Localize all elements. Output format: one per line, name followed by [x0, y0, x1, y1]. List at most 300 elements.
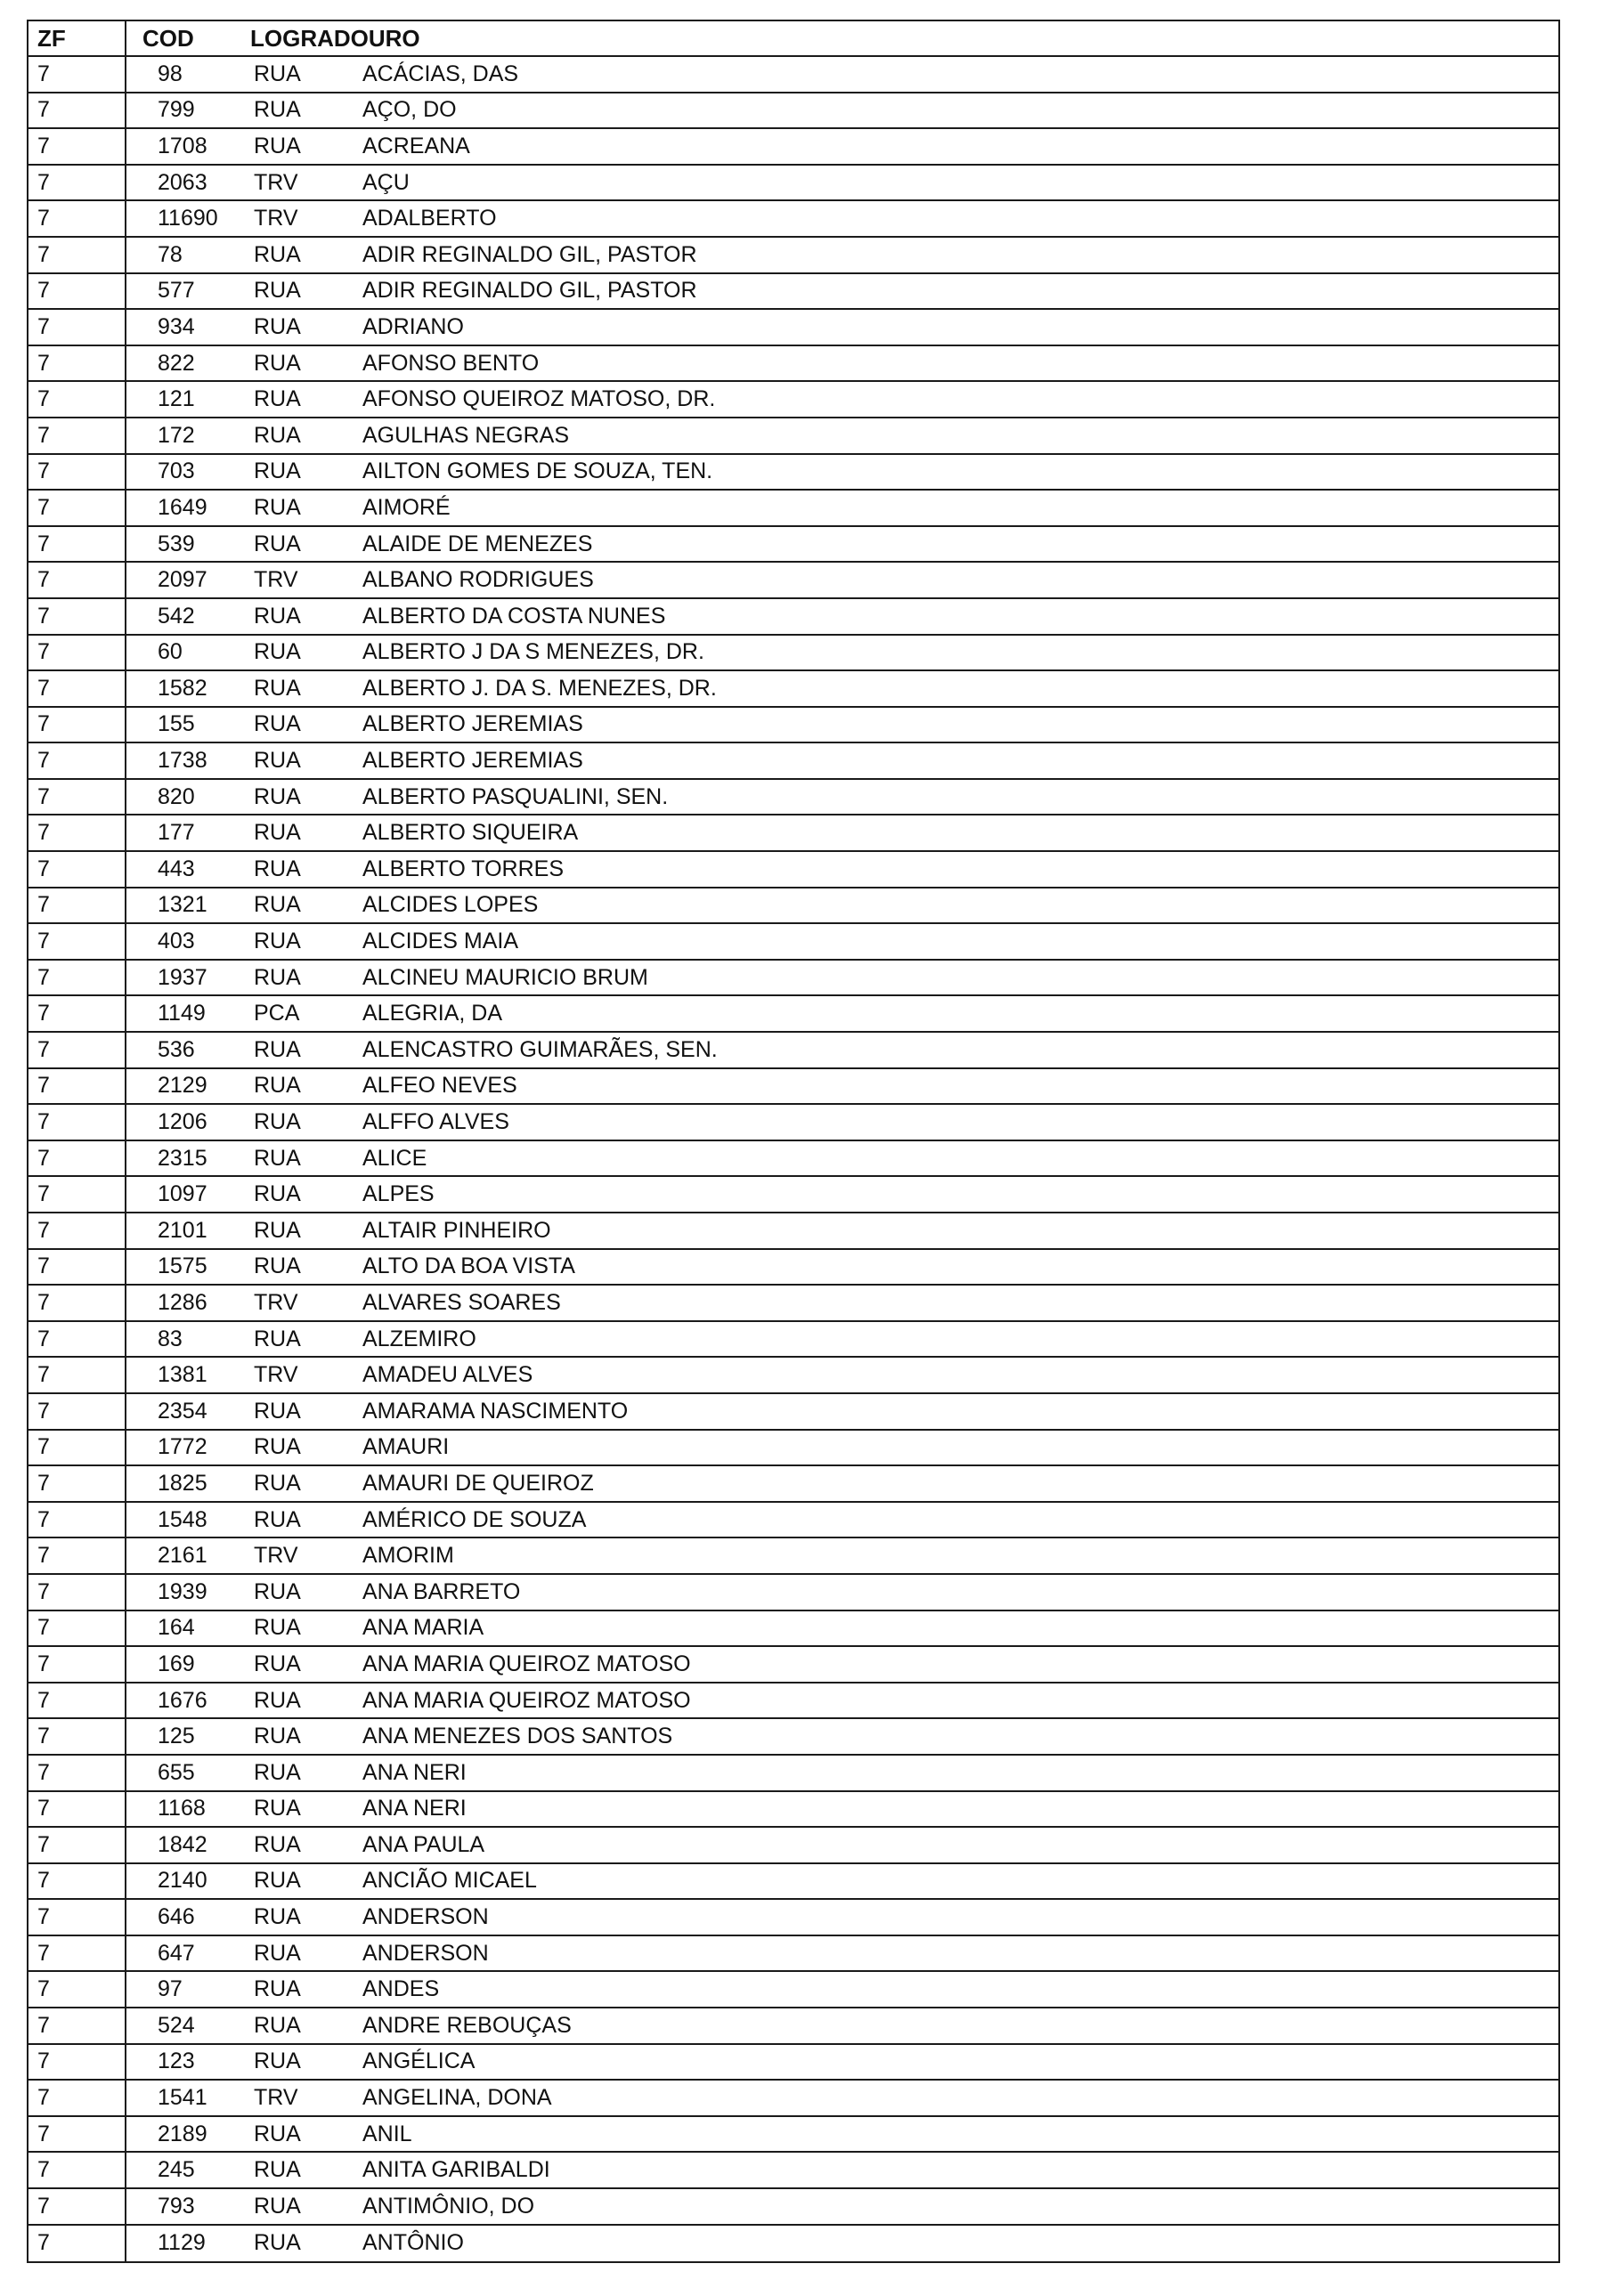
cod-cell: 2140 — [158, 1868, 207, 1894]
table-row — [28, 1503, 1558, 1539]
zf-cell: 7 — [28, 1611, 126, 1646]
cod-cell: 1708 — [158, 133, 207, 158]
logradouro-cell: ALBERTO JEREMIAS — [362, 711, 583, 737]
tipo-cell: RUA — [254, 1651, 301, 1676]
cod-cell: 2161 — [158, 1543, 207, 1569]
zf-cell: 7 — [28, 815, 126, 850]
zf-cell: 7 — [28, 2045, 126, 2080]
cod-cell: 934 — [158, 313, 195, 339]
zf-cell: 7 — [28, 166, 126, 200]
zf-cell: 7 — [28, 1286, 126, 1320]
table-row — [28, 1250, 1558, 1286]
logradouro-cell: ANA BARRETO — [362, 1578, 521, 1604]
zf-cell: 7 — [28, 2081, 126, 2115]
table-row — [28, 2153, 1558, 2189]
tipo-cell: TRV — [254, 2085, 298, 2111]
tipo-cell: RUA — [254, 1217, 301, 1243]
tipo-cell: RUA — [254, 278, 301, 304]
tipo-cell: RUA — [254, 1253, 301, 1279]
cod-cell: 169 — [158, 1651, 195, 1676]
cod-cell: 60 — [158, 639, 183, 665]
cod-cell: 793 — [158, 2193, 195, 2219]
logradouro-cell: ALVARES SOARES — [362, 1289, 561, 1315]
table-row — [28, 274, 1558, 311]
tipo-cell: TRV — [254, 1362, 298, 1388]
cod-cell: 1541 — [158, 2085, 207, 2111]
table-row — [28, 1431, 1558, 1467]
tipo-cell: TRV — [254, 1543, 298, 1569]
cod-cell: 11690 — [158, 206, 218, 231]
zf-cell: 7 — [28, 491, 126, 525]
logradouro-cell: ANGÉLICA — [362, 2049, 476, 2074]
logradouro-cell: ALAIDE DE MENEZES — [362, 531, 593, 556]
tipo-cell: RUA — [254, 1831, 301, 1857]
logradouro-cell: ANA NERI — [362, 1796, 467, 1821]
logradouro-cell: ANA PAULA — [362, 1831, 485, 1857]
tipo-cell: RUA — [254, 1434, 301, 1460]
zf-cell: 7 — [28, 1033, 126, 1067]
logradouro-cell: ANA MARIA QUEIROZ MATOSO — [362, 1687, 691, 1713]
tipo-cell: RUA — [254, 531, 301, 556]
zf-cell: 7 — [28, 1538, 126, 1573]
cod-cell: 98 — [158, 61, 183, 86]
table-row — [28, 1466, 1558, 1503]
tipo-cell: RUA — [254, 964, 301, 990]
table-row — [28, 238, 1558, 274]
logradouro-cell: ANA MENEZES DOS SANTOS — [362, 1724, 673, 1749]
logradouro-cell: ALFEO NEVES — [362, 1073, 517, 1099]
cod-cell: 123 — [158, 2049, 195, 2074]
table-row — [28, 888, 1558, 925]
cod-cell: 1842 — [158, 1831, 207, 1857]
cod-cell: 1649 — [158, 494, 207, 520]
zf-cell: 7 — [28, 1864, 126, 1899]
tipo-cell: RUA — [254, 1724, 301, 1749]
cod-cell: 83 — [158, 1326, 183, 1351]
cod-cell: 121 — [158, 386, 195, 412]
zf-cell: 7 — [28, 780, 126, 815]
zf-cell: 7 — [28, 1719, 126, 1754]
zf-cell: 7 — [28, 382, 126, 417]
logradouro-cell: ALENCASTRO GUIMARÃES, SEN. — [362, 1036, 718, 1062]
table-row — [28, 852, 1558, 888]
tipo-cell: RUA — [254, 1904, 301, 1930]
zf-cell: 7 — [28, 1213, 126, 1248]
cod-cell: 245 — [158, 2157, 195, 2183]
table-row — [28, 382, 1558, 418]
cod-cell: 1825 — [158, 1470, 207, 1496]
logradouro-cell: ANIL — [362, 2121, 412, 2146]
table-row — [28, 563, 1558, 599]
table-row — [28, 93, 1558, 130]
table-row — [28, 2008, 1558, 2045]
table-row — [28, 201, 1558, 238]
zf-cell: 7 — [28, 1069, 126, 1104]
cod-cell: 577 — [158, 278, 195, 304]
cod-cell: 524 — [158, 2012, 195, 2038]
logradouro-cell: ANA NERI — [362, 1759, 467, 1785]
logradouro-cell: ALCIDES LOPES — [362, 892, 539, 918]
logradouro-cell: ADALBERTO — [362, 206, 497, 231]
logradouro-cell: ALCINEU MAURICIO BRUM — [362, 964, 648, 990]
zf-cell: 7 — [28, 2153, 126, 2187]
logradouro-cell: AFONSO QUEIROZ MATOSO, DR. — [362, 386, 716, 412]
tipo-cell: RUA — [254, 1976, 301, 2002]
logradouro-cell: AFONSO BENTO — [362, 350, 540, 376]
table-row — [28, 1105, 1558, 1141]
tipo-cell: RUA — [254, 494, 301, 520]
table-row — [28, 671, 1558, 708]
zf-cell: 7 — [28, 1177, 126, 1212]
table-row — [28, 310, 1558, 346]
tipo-cell: RUA — [254, 603, 301, 629]
zf-cell: 7 — [28, 599, 126, 634]
cod-cell: 1097 — [158, 1181, 207, 1207]
tipo-cell: RUA — [254, 1398, 301, 1424]
cod-cell: 1149 — [158, 1001, 206, 1026]
zf-cell: 7 — [28, 2008, 126, 2043]
zf-cell: 7 — [28, 1358, 126, 1392]
zf-cell: 7 — [28, 1250, 126, 1285]
zf-cell: 7 — [28, 636, 126, 670]
cod-cell: 155 — [158, 711, 195, 737]
logradouro-cell: ANDRE REBOUÇAS — [362, 2012, 572, 2038]
zf-cell: 7 — [28, 238, 126, 272]
table-row — [28, 1683, 1558, 1720]
tipo-cell: RUA — [254, 675, 301, 701]
table-row — [28, 129, 1558, 166]
table-row — [28, 708, 1558, 744]
tipo-cell: RUA — [254, 783, 301, 809]
table-row — [28, 1358, 1558, 1394]
cod-cell: 822 — [158, 350, 195, 376]
tipo-cell: RUA — [254, 1109, 301, 1135]
cod-cell: 1168 — [158, 1796, 206, 1821]
header-zf: ZF — [28, 21, 126, 55]
table-row — [28, 2226, 1558, 2262]
tipo-cell: RUA — [254, 1145, 301, 1171]
table-row — [28, 1756, 1558, 1792]
tipo-cell: RUA — [254, 1687, 301, 1713]
zf-cell: 7 — [28, 418, 126, 453]
zf-cell: 7 — [28, 1936, 126, 1971]
tipo-cell: RUA — [254, 1615, 301, 1641]
logradouro-cell: ALICE — [362, 1145, 427, 1171]
table-row — [28, 1719, 1558, 1756]
table-row — [28, 743, 1558, 780]
zf-cell: 7 — [28, 129, 126, 164]
tipo-cell: RUA — [254, 929, 301, 954]
cod-cell: 703 — [158, 458, 195, 484]
zf-cell: 7 — [28, 924, 126, 959]
table-row — [28, 1213, 1558, 1250]
zf-cell: 7 — [28, 1683, 126, 1718]
logradouro-cell: ACREANA — [362, 133, 470, 158]
cod-cell: 1937 — [158, 964, 207, 990]
zf-cell: 7 — [28, 93, 126, 128]
tipo-cell: RUA — [254, 639, 301, 665]
cod-cell: 1575 — [158, 1253, 207, 1279]
table-row — [28, 2081, 1558, 2117]
cod-cell: 799 — [158, 97, 195, 123]
tipo-cell: RUA — [254, 386, 301, 412]
cod-cell: 2354 — [158, 1398, 207, 1424]
tipo-cell: RUA — [254, 1181, 301, 1207]
header-logradouro: LOGRADOURO — [250, 25, 420, 52]
table-row — [28, 1141, 1558, 1178]
cod-cell: 177 — [158, 820, 195, 846]
table-row — [28, 418, 1558, 455]
logradouro-cell: ANA MARIA QUEIROZ MATOSO — [362, 1651, 691, 1676]
cod-cell: 1206 — [158, 1109, 207, 1135]
logradouro-cell: ALBERTO JEREMIAS — [362, 748, 583, 774]
table-row — [28, 2189, 1558, 2226]
logradouro-cell: ALBERTO J. DA S. MENEZES, DR. — [362, 675, 717, 701]
table-row — [28, 2117, 1558, 2154]
cod-cell: 403 — [158, 929, 195, 954]
table-row — [28, 57, 1558, 93]
table-row — [28, 1177, 1558, 1213]
zf-cell: 7 — [28, 1431, 126, 1465]
table-row — [28, 1033, 1558, 1069]
zf-cell: 7 — [28, 852, 126, 887]
cod-cell: 1738 — [158, 748, 207, 774]
tipo-cell: RUA — [254, 711, 301, 737]
tipo-cell: RUA — [254, 2049, 301, 2074]
table-body — [28, 57, 1558, 2261]
cod-cell: 2129 — [158, 1073, 207, 1099]
tipo-cell: TRV — [254, 169, 298, 195]
table-row — [28, 636, 1558, 672]
zf-cell: 7 — [28, 1322, 126, 1357]
cod-cell: 1772 — [158, 1434, 207, 1460]
cod-cell: 164 — [158, 1615, 195, 1641]
table-row — [28, 961, 1558, 997]
logradouro-cell: ACÁCIAS, DAS — [362, 61, 519, 86]
table-row — [28, 1900, 1558, 1936]
cod-cell: 646 — [158, 1904, 195, 1930]
table-row — [28, 1647, 1558, 1683]
logradouro-cell: ALEGRIA, DA — [362, 1001, 502, 1026]
tipo-cell: TRV — [254, 567, 298, 593]
table-row — [28, 1936, 1558, 1973]
table-row — [28, 491, 1558, 527]
cod-cell: 1286 — [158, 1289, 207, 1315]
logradouro-cell: AMORIM — [362, 1543, 454, 1569]
logradouro-cell: ALBANO RODRIGUES — [362, 567, 594, 593]
zf-cell: 7 — [28, 961, 126, 995]
zf-cell: 7 — [28, 743, 126, 778]
header-cod: COD — [142, 25, 194, 52]
zf-cell: 7 — [28, 1756, 126, 1790]
tipo-cell: RUA — [254, 1759, 301, 1785]
tipo-cell: RUA — [254, 2012, 301, 2038]
logradouro-cell: AIMORÉ — [362, 494, 451, 520]
tipo-cell: RUA — [254, 1073, 301, 1099]
tipo-cell: RUA — [254, 2121, 301, 2146]
table-row — [28, 1972, 1558, 2008]
zf-cell: 7 — [28, 346, 126, 381]
zf-cell: 7 — [28, 2189, 126, 2224]
table-row — [28, 1394, 1558, 1431]
tipo-cell: RUA — [254, 313, 301, 339]
table-row — [28, 1611, 1558, 1648]
cod-cell: 647 — [158, 1940, 195, 1966]
table-row — [28, 527, 1558, 564]
cod-cell: 820 — [158, 783, 195, 809]
logradouro-cell: AMÉRICO DE SOUZA — [362, 1506, 587, 1532]
cod-cell: 2063 — [158, 169, 207, 195]
logradouro-cell: ALPES — [362, 1181, 435, 1207]
tipo-cell: RUA — [254, 350, 301, 376]
zf-cell: 7 — [28, 1828, 126, 1862]
zf-cell: 7 — [28, 2226, 126, 2262]
logradouro-cell: AILTON GOMES DE SOUZA, TEN. — [362, 458, 713, 484]
cod-cell: 1676 — [158, 1687, 207, 1713]
logradouro-cell: ALTO DA BOA VISTA — [362, 1253, 575, 1279]
table-row — [28, 1792, 1558, 1829]
tipo-cell: RUA — [254, 241, 301, 267]
cod-cell: 1129 — [158, 2230, 206, 2256]
tipo-cell: PCA — [254, 1001, 300, 1026]
logradouro-cell: ALCIDES MAIA — [362, 929, 519, 954]
cod-cell: 539 — [158, 531, 195, 556]
table-row — [28, 1322, 1558, 1359]
tipo-cell: RUA — [254, 856, 301, 881]
zf-cell: 7 — [28, 888, 126, 923]
table-header — [28, 21, 1558, 57]
tipo-cell: RUA — [254, 1940, 301, 1966]
tipo-cell: RUA — [254, 2193, 301, 2219]
zf-cell: 7 — [28, 1394, 126, 1429]
cod-cell: 125 — [158, 1724, 195, 1749]
table-row — [28, 166, 1558, 202]
zf-cell: 7 — [28, 671, 126, 706]
table-row — [28, 1864, 1558, 1901]
logradouro-cell: ANDES — [362, 1976, 440, 2002]
logradouro-table — [27, 20, 1560, 2263]
table-row — [28, 924, 1558, 961]
logradouro-cell: ALBERTO J DA S MENEZES, DR. — [362, 639, 704, 665]
cod-cell: 97 — [158, 1976, 183, 2002]
table-row — [28, 455, 1558, 491]
logradouro-cell: ANITA GARIBALDI — [362, 2157, 550, 2183]
table-row — [28, 815, 1558, 852]
zf-cell: 7 — [28, 563, 126, 597]
cod-cell: 1321 — [158, 892, 207, 918]
zf-cell: 7 — [28, 1647, 126, 1682]
zf-cell: 7 — [28, 1575, 126, 1610]
logradouro-cell: ALTAIR PINHEIRO — [362, 1217, 551, 1243]
tipo-cell: RUA — [254, 2230, 301, 2256]
zf-cell: 7 — [28, 996, 126, 1031]
logradouro-cell: ALZEMIRO — [362, 1326, 476, 1351]
logradouro-cell: ANTIMÔNIO, DO — [362, 2193, 535, 2219]
logradouro-cell: ANDERSON — [362, 1940, 489, 1966]
logradouro-cell: AÇU — [362, 169, 410, 195]
zf-cell: 7 — [28, 1972, 126, 2007]
tipo-cell: RUA — [254, 1036, 301, 1062]
logradouro-cell: ANA MARIA — [362, 1615, 484, 1641]
tipo-cell: RUA — [254, 1578, 301, 1604]
zf-cell: 7 — [28, 708, 126, 742]
logradouro-cell: ALBERTO SIQUEIRA — [362, 820, 579, 846]
logradouro-cell: AMAURI — [362, 1434, 450, 1460]
cod-cell: 78 — [158, 241, 183, 267]
logradouro-cell: ADIR REGINALDO GIL, PASTOR — [362, 241, 697, 267]
zf-cell: 7 — [28, 455, 126, 490]
tipo-cell: RUA — [254, 820, 301, 846]
zf-cell: 7 — [28, 1105, 126, 1140]
tipo-cell: RUA — [254, 133, 301, 158]
logradouro-cell: ANGELINA, DONA — [362, 2085, 552, 2111]
tipo-cell: TRV — [254, 1289, 298, 1315]
cod-cell: 1939 — [158, 1578, 207, 1604]
table-row — [28, 1575, 1558, 1611]
zf-cell: 7 — [28, 57, 126, 92]
tipo-cell: RUA — [254, 422, 301, 448]
zf-cell: 7 — [28, 527, 126, 562]
logradouro-cell: ALBERTO TORRES — [362, 856, 565, 881]
logradouro-cell: ADRIANO — [362, 313, 464, 339]
cod-cell: 2097 — [158, 567, 207, 593]
table-row — [28, 599, 1558, 636]
logradouro-cell: ANTÔNIO — [362, 2230, 464, 2256]
cod-cell: 2315 — [158, 1145, 207, 1171]
logradouro-cell: ADIR REGINALDO GIL, PASTOR — [362, 278, 697, 304]
logradouro-cell: AÇO, DO — [362, 97, 457, 123]
cod-cell: 2101 — [158, 1217, 207, 1243]
cod-cell: 1582 — [158, 675, 207, 701]
tipo-cell: RUA — [254, 1868, 301, 1894]
zf-cell: 7 — [28, 2117, 126, 2152]
zf-cell: 7 — [28, 274, 126, 309]
tipo-cell: RUA — [254, 1796, 301, 1821]
logradouro-cell: ANDERSON — [362, 1904, 489, 1930]
cod-cell: 542 — [158, 603, 195, 629]
table-row — [28, 1286, 1558, 1322]
tipo-cell: TRV — [254, 206, 298, 231]
zf-cell: 7 — [28, 1503, 126, 1537]
cod-cell: 1548 — [158, 1506, 207, 1532]
zf-cell: 7 — [28, 1792, 126, 1827]
logradouro-cell: AMAURI DE QUEIROZ — [362, 1470, 594, 1496]
tipo-cell: RUA — [254, 892, 301, 918]
logradouro-cell: AMADEU ALVES — [362, 1362, 533, 1388]
tipo-cell: RUA — [254, 2157, 301, 2183]
zf-cell: 7 — [28, 1141, 126, 1176]
cod-cell: 1381 — [158, 1362, 207, 1388]
cod-cell: 172 — [158, 422, 195, 448]
logradouro-cell: AGULHAS NEGRAS — [362, 422, 570, 448]
tipo-cell: RUA — [254, 458, 301, 484]
zf-cell: 7 — [28, 1466, 126, 1501]
table-row — [28, 780, 1558, 816]
table-row — [28, 2045, 1558, 2081]
zf-cell: 7 — [28, 201, 126, 236]
zf-cell: 7 — [28, 1900, 126, 1935]
tipo-cell: RUA — [254, 1326, 301, 1351]
logradouro-cell: ALBERTO PASQUALINI, SEN. — [362, 783, 669, 809]
tipo-cell: RUA — [254, 748, 301, 774]
logradouro-cell: ALFFO ALVES — [362, 1109, 509, 1135]
cod-cell: 2189 — [158, 2121, 207, 2146]
tipo-cell: RUA — [254, 61, 301, 86]
table-row — [28, 346, 1558, 383]
tipo-cell: RUA — [254, 1506, 301, 1532]
logradouro-cell: ANCIÃO MICAEL — [362, 1868, 537, 1894]
table-row — [28, 996, 1558, 1033]
